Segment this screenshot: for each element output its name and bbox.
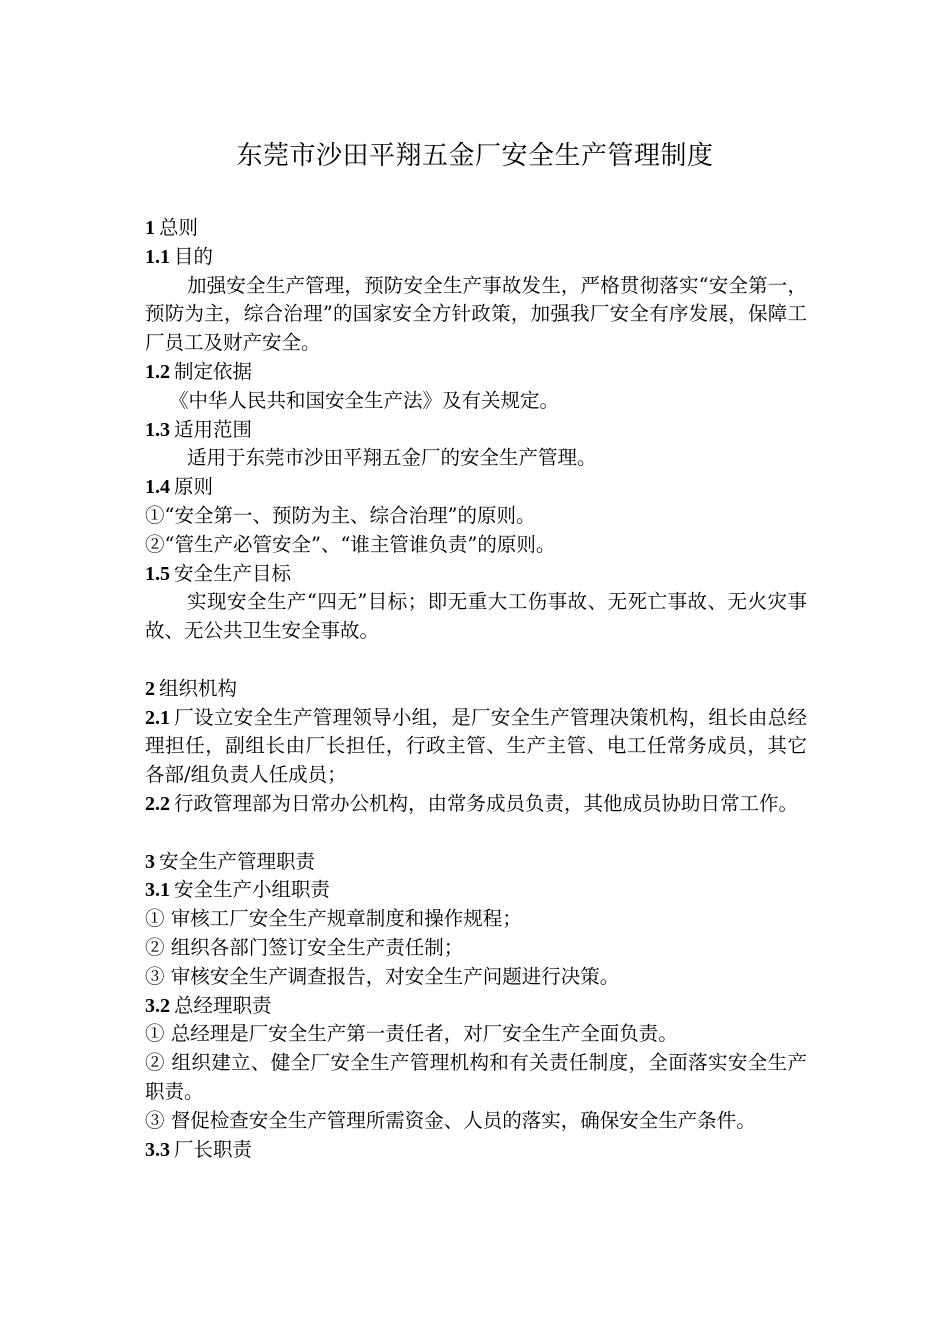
paragraph-text: 厂设立安全生产管理领导小组，是厂安全生产管理决策机构，组长由总经理担任，副组长由厂长担任，行政主管、生产主管、电工任常务成员，其它各部/组负责人任成员； <box>145 705 807 787</box>
section-spacer <box>145 819 807 848</box>
subsection-number: 2.2 <box>145 792 170 815</box>
list-item: ② 组织各部门签订安全生产责任制； <box>145 935 464 959</box>
paragraph-2-1 <box>145 704 807 790</box>
section-title: 安全生产管理职责 <box>159 849 316 873</box>
subsection-heading-1-4 <box>145 473 807 502</box>
section-spacer <box>145 646 807 675</box>
subsection-number: 3.2 <box>145 994 170 1017</box>
subsection-heading-1-5 <box>145 560 807 589</box>
subsection-title: 制定依据 <box>174 359 253 383</box>
section-heading-2 <box>145 675 807 704</box>
subsection-heading-1-2 <box>145 358 807 387</box>
paragraph-basis: 《中华人民共和国安全生产法》及有关规定。 <box>169 388 560 412</box>
subsection-title: 安全生产小组职责 <box>174 878 331 902</box>
list-item: ②“管生产必管安全”、“谁主管谁负责”的原则。 <box>145 532 556 556</box>
list-item: ③ 审核安全生产调查报告，对安全生产问题进行决策。 <box>145 964 620 988</box>
subsection-heading-1-3 <box>145 416 807 445</box>
subsection-heading-3-3 <box>145 1136 807 1165</box>
section-number: 3 <box>145 850 155 873</box>
subsection-number: 1.1 <box>145 245 170 268</box>
list-item: ① 审核工厂安全生产规章制度和操作规程； <box>145 907 522 931</box>
list-item: ③ 督促检查安全生产管理所需资金、人员的落实，确保安全生产条件。 <box>145 1108 756 1132</box>
section-heading-1 <box>145 214 807 243</box>
section-title: 总则 <box>159 216 199 239</box>
subsection-title: 目的 <box>174 244 214 268</box>
section-heading-3 <box>145 848 807 877</box>
list-item: ① 总经理是厂安全生产第一责任者，对厂安全生产全面负责。 <box>145 1022 678 1046</box>
subsection-title: 厂长职责 <box>174 1137 253 1161</box>
subsection-heading-3-2 <box>145 992 807 1021</box>
subsection-number: 1.5 <box>145 562 170 585</box>
subsection-title: 安全生产目标 <box>174 561 292 585</box>
paragraph-2-2 <box>145 790 807 819</box>
subsection-heading-1-1 <box>145 243 807 272</box>
subsection-title: 总经理职责 <box>174 993 272 1017</box>
list-item: ② 组织建立、健全厂安全生产管理机构和有关责任制度，全面落实安全生产职责。 <box>145 1051 807 1103</box>
subsection-title: 适用范围 <box>174 417 253 441</box>
paragraph-scope: 适用于东莞市沙田平翔五金厂的安全生产管理。 <box>187 446 597 470</box>
subsection-number: 2.1 <box>145 706 170 729</box>
subsection-title: 原则 <box>174 475 214 499</box>
subsection-number: 3.1 <box>145 879 170 902</box>
subsection-number: 1.2 <box>145 360 170 383</box>
document-title: 东莞市沙田平翔五金厂安全生产管理制度 <box>236 141 714 171</box>
list-item: ①“安全第一、预防为主、综合治理”的原则。 <box>145 503 536 527</box>
section-number: 2 <box>145 677 155 700</box>
subsection-heading-3-1 <box>145 876 807 905</box>
document-body <box>145 214 807 1164</box>
section-title: 组织机构 <box>159 676 238 700</box>
section-number: 1 <box>145 217 155 239</box>
subsection-number: 1.4 <box>145 476 170 499</box>
paragraph-target: 实现安全生产“四无”目标；即无重大工伤事故、无死亡事故、无火灾事故、无公共卫生安全事故。 <box>145 590 807 643</box>
paragraph-purpose: 加强安全生产管理，预防安全生产事故发生，严格贯彻落实“安全第一，预防为主，综合治理”的国家安全方针政策，加强我厂安全有序发展，保障工厂员工及财产安全。 <box>145 273 807 355</box>
subsection-number: 1.3 <box>145 418 170 441</box>
paragraph-text: 行政管理部为日常办公机构，由常务成员负责，其他成员协助日常工作。 <box>174 791 799 815</box>
subsection-number: 3.3 <box>145 1138 170 1161</box>
